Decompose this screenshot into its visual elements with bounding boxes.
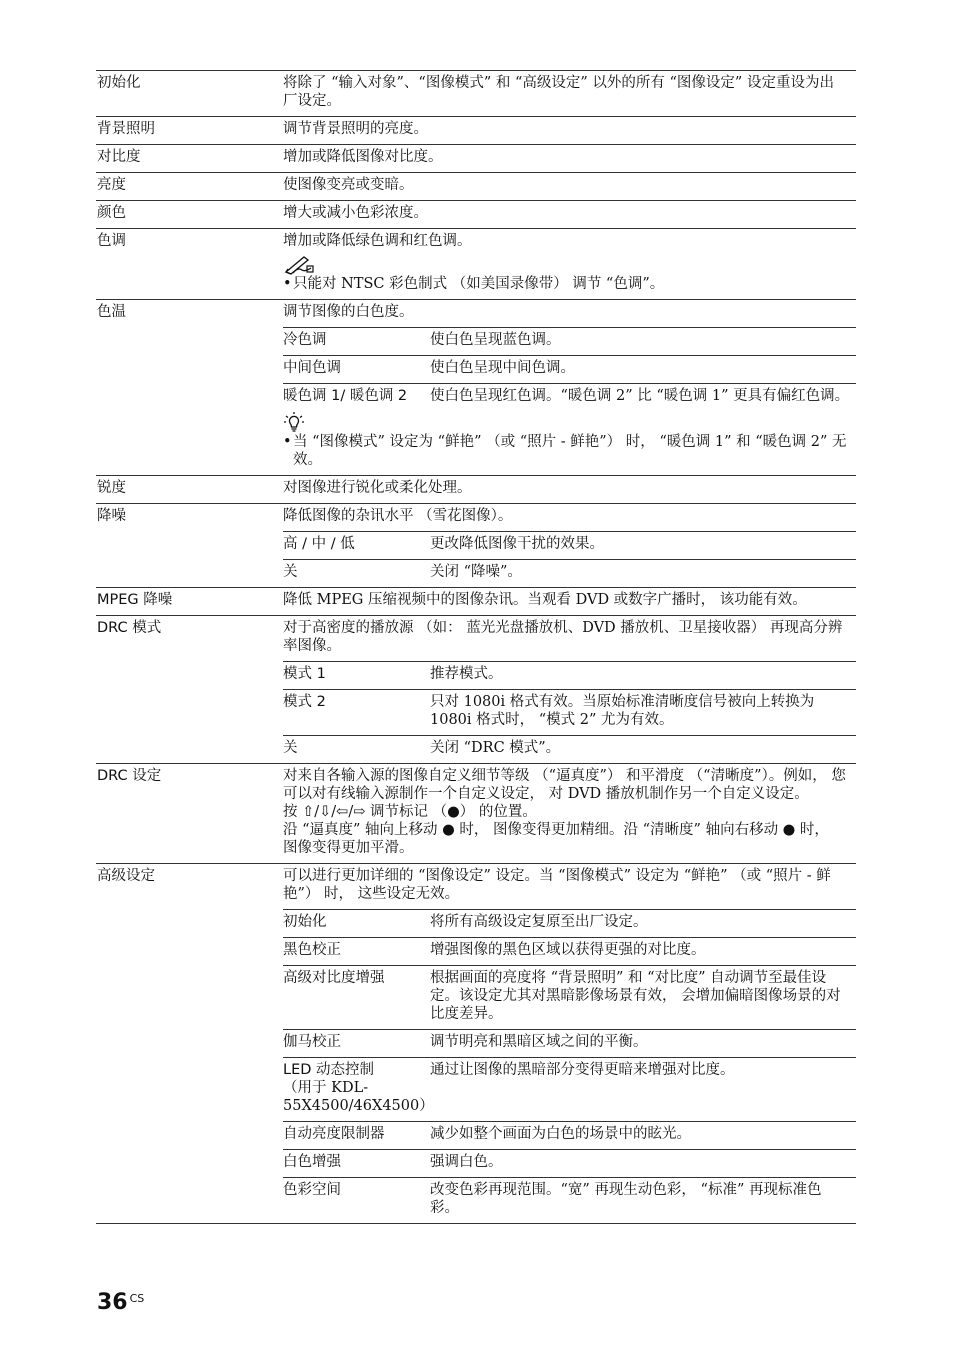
sub-row: 伽马校正 调节明亮和黑暗区域之间的平衡。 — [283, 1029, 856, 1057]
row-color-temperature — [96, 299, 856, 475]
description: 增大或减小色彩浓度。 — [283, 205, 428, 221]
term: 色温 — [97, 304, 126, 320]
sub-row: 暖色调 1/ 暖色调 2 使白色呈现红色调。“暖色调 2” 比 “暖色调 1” 更具有偏红色调。 — [283, 383, 856, 411]
description: 降低图像的杂讯水平 （雪花图像）。 — [283, 508, 513, 524]
tip-text: • 当 “图像模式” 设定为 “鲜艳” （或 “照片 - 鲜艳”） 时， “暖色调 1” 和 “暖色调 2” 无效。 — [283, 434, 847, 468]
term: 颜色 — [97, 205, 126, 221]
description: 使图像变亮或变暗。 — [283, 177, 414, 193]
sub-row: 冷色调 使白色呈现蓝色调。 — [283, 327, 856, 355]
sub-row: 白色增强 强调白色。 — [283, 1149, 856, 1177]
sub-row: 关 关闭 “DRC 模式”。 — [283, 735, 856, 763]
description: 调节背景照明的亮度。 — [283, 121, 428, 137]
row-color — [96, 200, 856, 228]
page-number: 36 $^{CS}$ — [97, 1290, 145, 1315]
sub-row: 关 关闭 “降噪”。 — [283, 559, 856, 587]
description: 对图像进行锐化或柔化处理。 — [283, 480, 472, 496]
term: 对比度 — [97, 149, 141, 165]
sub-row: 初始化 将所有高级设定复原至出厂设定。 — [283, 909, 856, 937]
term: 初始化 — [97, 75, 141, 91]
row-backlight — [96, 116, 856, 144]
sub-row: 自动亮度限制器 减少如整个画面为白色的场景中的眩光。 — [283, 1121, 856, 1149]
sub-row: LED 动态控制 （用于 KDL-55X4500/46X4500） 通过让图像的黑暗部分变得更暗来增强对比度。 — [283, 1057, 856, 1121]
description: 调节图像的白色度。 — [283, 304, 414, 320]
row-hue — [96, 228, 856, 299]
term: 背景照明 — [97, 121, 155, 137]
row-contrast — [96, 144, 856, 172]
description: 增加或降低图像对比度。 — [283, 149, 443, 165]
sub-row: 黑色校正 增强图像的黑色区域以获得更强的对比度。 — [283, 937, 856, 965]
settings-table — [96, 70, 856, 1224]
description: 降低 MPEG 压缩视频中的图像杂讯。当观看 DVD 或数字广播时， 该功能有效。 — [283, 592, 807, 608]
description: 对来自各输入源的图像自定义细节等级 （“逼真度”） 和平滑度 （“清晰度”）。例如， 您可以对有线输入源制作一个自定义设定， 对 DVD 播放机制作另一个自定义设定。 按 ⇧/⇩/⇦/⇨ 调节标记 （●） 的位置。 沿 “逼真度” 轴向上移动 ● 时， 图像变得更加精细。沿 “清晰度” 轴向右移动 ● 时， 图像变得更加平滑。 — [283, 768, 846, 856]
sub-row: 色彩空间 改变色彩再现范围。“宽” 再现生动色彩， “标准” 再现标准色彩。 — [283, 1177, 856, 1223]
row-brightness — [96, 172, 856, 200]
lightbulb-tip-icon — [283, 411, 856, 433]
description: 增加或降低绿色调和红色调。 — [283, 233, 472, 249]
term: 高级设定 — [97, 868, 155, 884]
sub-row: 模式 1 推荐模式。 — [283, 661, 856, 689]
description: 对于高密度的播放源 （如： 蓝光光盘播放机、DVD 播放机、卫星接收器） 再现高分辨率图像。 — [283, 620, 843, 654]
pencil-note-icon — [283, 253, 856, 275]
row-noise-reduction — [96, 503, 856, 587]
term: 色调 — [97, 233, 126, 249]
sub-row: 高 / 中 / 低 更改降低图像干扰的效果。 — [283, 531, 856, 559]
row-mpeg-noise — [96, 587, 856, 615]
term: MPEG 降噪 — [97, 592, 173, 608]
row-sharpness — [96, 475, 856, 503]
term: 亮度 — [97, 177, 126, 193]
sub-row: 高级对比度增强 根据画面的亮度将 “背景照明” 和 “对比度” 自动调节至最佳设定。该设定尤其对黑暗影像场景有效， 会增加偏暗图像场景的对比度差异。 — [283, 965, 856, 1029]
sub-row: 中间色调 使白色呈现中间色调。 — [283, 355, 856, 383]
row-advanced-settings — [96, 863, 856, 1224]
row-drc-setting — [96, 763, 856, 863]
description: 可以进行更加详细的 “图像设定” 设定。当 “图像模式” 设定为 “鲜艳” （或 “照片 - 鲜艳”） 时， 这些设定无效。 — [283, 868, 831, 902]
term: DRC 模式 — [97, 620, 162, 636]
sub-row: 模式 2 只对 1080i 格式有效。当原始标准清晰度信号被向上转换为 1080i 格式时， “模式 2” 尤为有效。 — [283, 689, 856, 735]
term: 降噪 — [97, 508, 126, 524]
term: DRC 设定 — [97, 768, 162, 784]
row-drc-mode — [96, 615, 856, 763]
term: 锐度 — [97, 480, 126, 496]
description: 将除了 “输入对象”、“图像模式” 和 “高级设定” 以外的所有 “图像设定” 设定重设为出厂设定。 — [283, 75, 834, 109]
row-init — [96, 70, 856, 116]
note-text: • 只能对 NTSC 彩色制式 （如美国录像带） 调节 “色调”。 — [283, 276, 665, 292]
